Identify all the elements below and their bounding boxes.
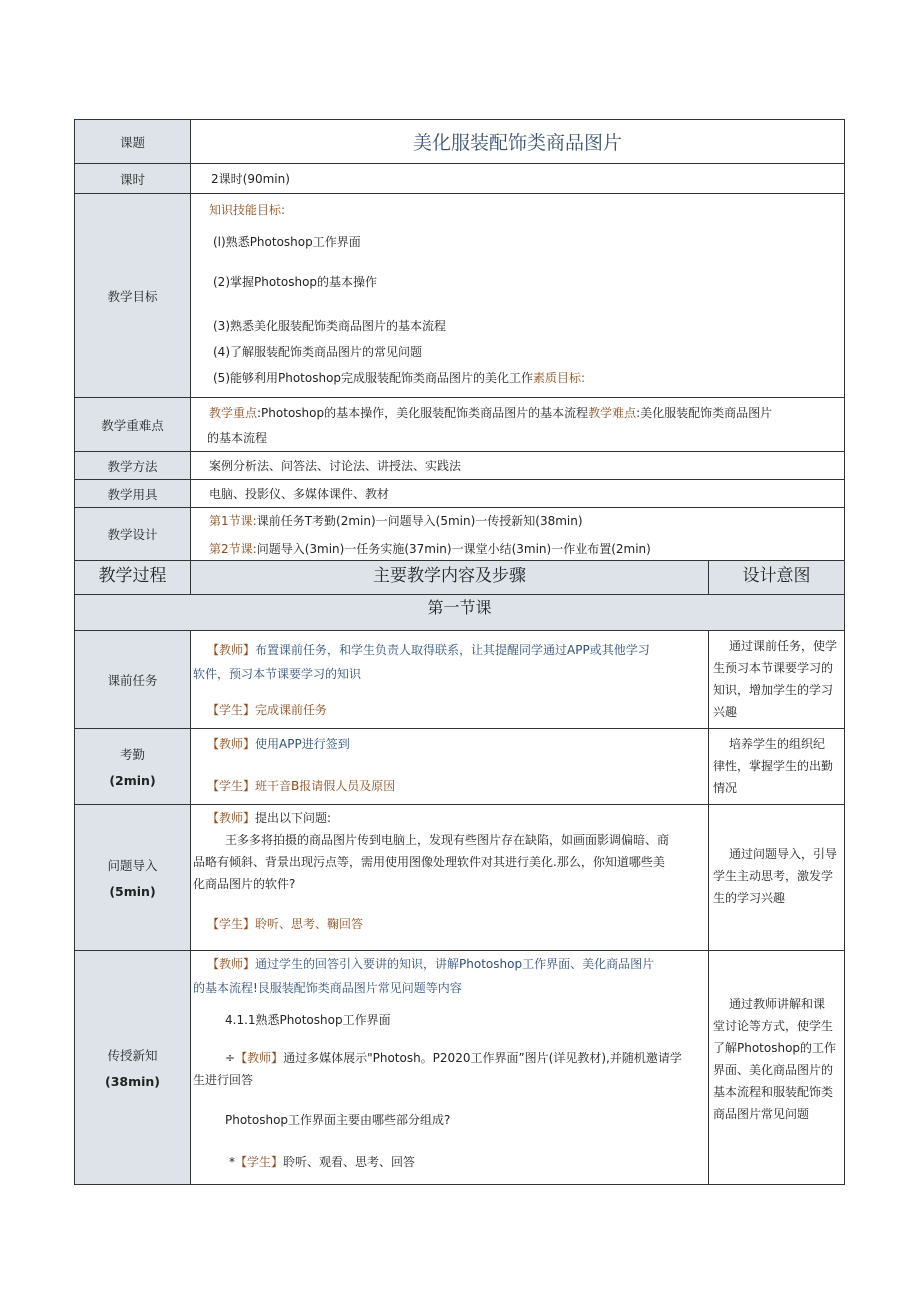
- pre-teacher-line-1: [207, 639, 706, 661]
- step-intro-label: 问题导入: [107, 858, 158, 873]
- student-tag: 【学生】: [235, 1155, 284, 1169]
- objectives-heading: 知识技能目标:: [209, 203, 286, 217]
- objectives-cell: [191, 194, 845, 398]
- teach-bullet-1-line-2: 生进行回答: [193, 1073, 254, 1087]
- keypoints-cell: [191, 398, 845, 452]
- methods-label: 教学方法: [75, 452, 191, 480]
- tools-row: [75, 480, 845, 508]
- step-attend-row: [75, 729, 845, 805]
- attend-student-line: [207, 775, 395, 797]
- key-text: :Photoshop的基本操作，美化服装配饰类商品图片的基本流程: [257, 406, 589, 420]
- teacher-tag: 【教师】: [207, 957, 256, 971]
- header-intent: 设计意图: [709, 561, 845, 595]
- process-header-row: [75, 561, 845, 595]
- teach-teacher-line-1: [207, 953, 654, 975]
- step-attend-intent: [709, 729, 845, 805]
- keypoints-row: [75, 398, 845, 452]
- difficulty-text: :美化服装配饰类商品图片: [636, 406, 773, 420]
- teacher-tag: 【教师】: [207, 643, 256, 657]
- step-teach-label-cell: [75, 951, 191, 1185]
- tools-value: 电脑、投影仪、多媒体课件、教材: [191, 480, 845, 508]
- intent-line: 堂讨论等方式，使学生: [713, 1019, 834, 1033]
- design-l2-text: 问题导入(3min)一任务实施(37min)一课堂小结(3min)一作业布置(2min): [256, 542, 651, 556]
- intent-line: 通过教师讲解和课: [729, 997, 826, 1011]
- intent-line: 通过课前任务，使学: [729, 639, 838, 653]
- design-line-1: [209, 513, 583, 529]
- student-tag: 【学生】: [207, 779, 256, 793]
- objective-item: (2)掌握Photoshop的基本操作: [213, 275, 378, 289]
- intent-line: 生的学习兴趣: [713, 891, 786, 905]
- objective-item: (l)熟悉Photoshop工作界面: [213, 235, 361, 249]
- teach-bullet-2: [229, 1151, 415, 1173]
- difficulty-label: 教学难点: [588, 406, 637, 420]
- step-teach-intent: [709, 951, 845, 1185]
- teacher-tag: 【教师】: [235, 1051, 284, 1065]
- intent-line: 基本流程和服装配饰类: [713, 1085, 834, 1099]
- objectives-row: [75, 194, 845, 398]
- header-process: 教学过程: [75, 561, 191, 595]
- objectives-label: 教学目标: [75, 194, 191, 398]
- methods-row: [75, 452, 845, 480]
- intent-line: 兴趣: [713, 705, 738, 719]
- step-attend-label-cell: [75, 729, 191, 805]
- step-intro-time: (5min): [109, 884, 156, 899]
- hours-label: 课时: [75, 164, 191, 194]
- topic-row: [75, 120, 845, 164]
- objectives-suffix: 素质目标:: [533, 371, 586, 385]
- intent-line: 培养学生的组织纪: [729, 737, 826, 751]
- intro-teacher-text: 提出以下问题:: [255, 811, 332, 825]
- header-content: 主要教学内容及步骤: [191, 561, 709, 595]
- intent-line: 生预习本节课要学习的: [713, 661, 834, 675]
- intent-line: 通过问题导入，引导: [729, 847, 838, 861]
- step-pre-label: 课前任务: [75, 631, 191, 729]
- design-l1-label: 第1节课:: [209, 514, 257, 528]
- intent-line: 情况: [713, 781, 738, 795]
- design-l2-label: 第2节课:: [209, 542, 257, 556]
- attend-teacher-text: 使用APP进行签到: [255, 737, 350, 751]
- student-tag: 【学生】: [207, 703, 256, 717]
- intro-student-line: [207, 913, 363, 935]
- design-cell: [191, 508, 845, 561]
- pre-teacher-text-1: 布置课前任务，和学生负责人取得联系，让其提醒同学通过APP或其他学习: [255, 643, 650, 657]
- teach-bullet-2-text: 聆听、观看、思考、回答: [283, 1155, 416, 1169]
- teacher-tag: 【教师】: [207, 811, 256, 825]
- step-pre-intent: [709, 631, 845, 729]
- keypoints-line-1: [209, 405, 772, 421]
- step-pre-content: [191, 631, 709, 729]
- bullet-mark: *: [229, 1155, 235, 1169]
- teach-bullet-1: [225, 1047, 682, 1069]
- pre-student-text: 完成课前任务: [255, 703, 328, 717]
- step-intro-label-cell: [75, 805, 191, 951]
- design-line-2: [209, 541, 651, 557]
- design-row: [75, 508, 845, 561]
- bullet-mark: ÷: [225, 1051, 236, 1065]
- intro-body-line-2: 品略有倾斜、背景出现污点等，需用使用图像处理软件对其进行美化.那么，你知道哪些美: [193, 855, 665, 869]
- step-attend-content: [191, 729, 709, 805]
- section-title: 第一节课: [75, 595, 845, 631]
- step-attend-time: (2min): [109, 773, 156, 788]
- design-label: 教学设计: [75, 508, 191, 561]
- teach-bullet-1-text: 通过多媒体展示"Photosh。P2020工作界面”图片(详见教材),并随机邀请学: [283, 1051, 682, 1065]
- key-label: 教学重点: [209, 406, 258, 420]
- hours-value: 2课时(90min): [191, 164, 845, 194]
- step-intro-content: [191, 805, 709, 951]
- design-l1-text: 课前任务T考勤(2min)一问题导入(5min)一传授新知(38min): [256, 514, 583, 528]
- objective-item-last: [213, 370, 585, 386]
- teach-subsection: 4.1.1熟悉Photoshop工作界面: [225, 1013, 391, 1027]
- attend-student-text: 班干音B报请假人员及原因: [255, 779, 396, 793]
- teacher-tag: 【教师】: [207, 737, 256, 751]
- step-teach-row: [75, 951, 845, 1185]
- hours-row: [75, 164, 845, 194]
- intent-line: 界面、美化商品图片的: [713, 1063, 834, 1077]
- step-pre-row: [75, 631, 845, 729]
- intent-line: 了解Photoshop的工作: [713, 1041, 837, 1055]
- intro-student-text: 聆听、思考、鞠回答: [255, 917, 364, 931]
- teach-teacher-line-2: 的基本流程!艮服装配饰类商品图片常见问题等内容: [193, 981, 462, 995]
- intent-line: 律性，掌握学生的出勤: [713, 759, 834, 773]
- tools-label: 教学用具: [75, 480, 191, 508]
- teach-teacher-text-1: 通过学生的回答引入要讲的知识，讲解Photoshop工作界面、美化商品图片: [255, 957, 655, 971]
- intro-body-line-3: 化商品图片的软件?: [193, 877, 296, 891]
- intro-body-line-1: 王多多将拍摄的商品图片传到电脑上，发现有些图片存在缺陷，如画面影调偏暗、商: [225, 833, 670, 847]
- pre-student-line: [207, 699, 327, 721]
- objective-item-text: (5)能够利用Photoshop完成服装配饰类商品图片的美化工作: [213, 371, 534, 385]
- lesson-plan-table: [74, 119, 845, 1185]
- step-teach-time: (38min): [104, 1074, 161, 1089]
- objective-item: (4)了解服装配饰类商品图片的常见问题: [213, 345, 422, 359]
- step-teach-content: [191, 951, 709, 1185]
- methods-value: 案例分析法、问答法、讨论法、讲授法、实践法: [191, 452, 845, 480]
- student-tag: 【学生】: [207, 917, 256, 931]
- step-intro-intent: [709, 805, 845, 951]
- topic-value: 美化服装配饰类商品图片: [191, 120, 845, 164]
- step-teach-label: 传授新知: [107, 1048, 158, 1063]
- keypoints-label: 教学重难点: [75, 398, 191, 452]
- intent-line: 商品图片常见问题: [713, 1107, 810, 1121]
- intent-line: 学生主动思考，激发学: [713, 869, 834, 883]
- topic-label: 课题: [75, 120, 191, 164]
- intro-teacher-line: [207, 807, 331, 829]
- section-row: [75, 595, 845, 631]
- intent-line: 知识，增加学生的学习: [713, 683, 834, 697]
- step-attend-label: 考勤: [119, 747, 145, 762]
- step-intro-row: [75, 805, 845, 951]
- teach-question: Photoshop工作界面主要由哪些部分组成?: [225, 1113, 451, 1127]
- objective-item: (3)熟悉美化服装配饰类商品图片的基本流程: [213, 319, 446, 333]
- pre-teacher-line-2: 软件，预习本节课要学习的知识: [193, 667, 362, 681]
- keypoints-line-2: 的基本流程: [207, 431, 268, 445]
- attend-teacher-line: [207, 733, 350, 755]
